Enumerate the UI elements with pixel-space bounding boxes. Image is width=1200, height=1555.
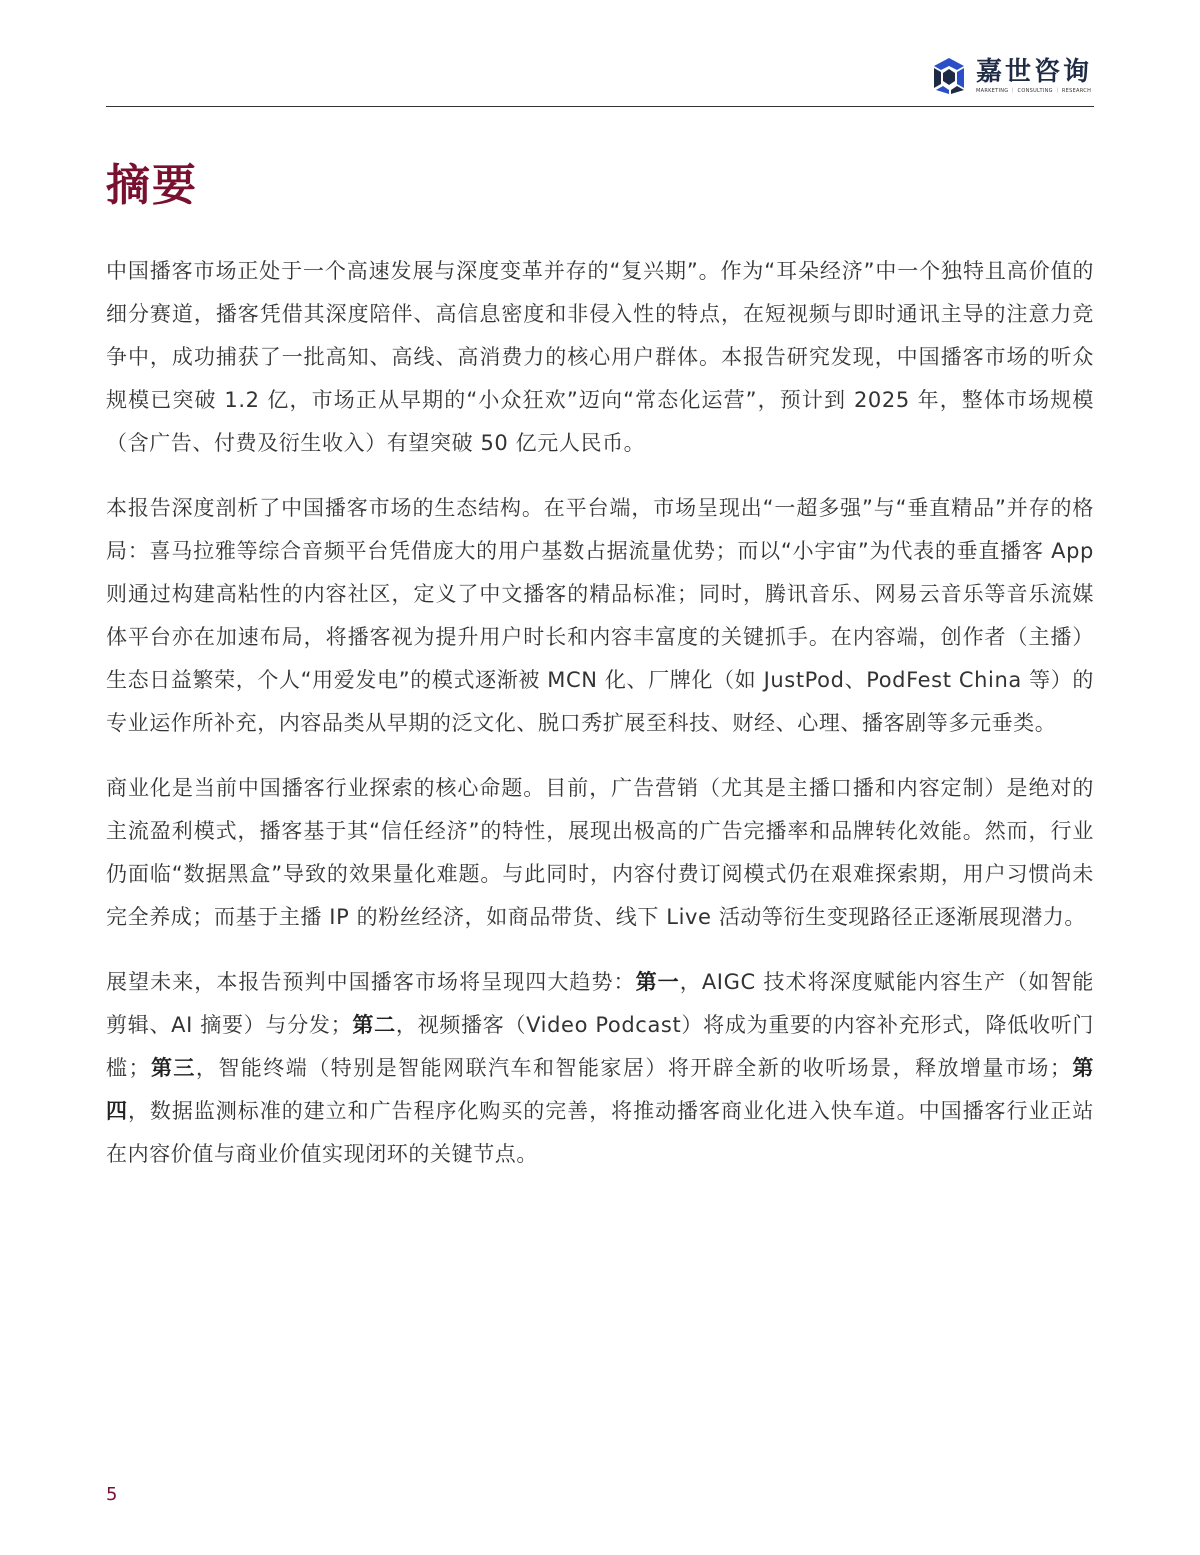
trend-4-label: 第四: [106, 1056, 1094, 1123]
paragraph-market-overview: 中国播客市场正处于一个高速发展与深度变革并存的“复兴期”。作为“耳朵经济”中一个独特且高价值的细分赛道，播客凭借其深度陪伴、高信息密度和非侵入性的特点，在短视频与即时通讯主导的注意力竞争中，成功捕获了一批高知、高线、高消费力的核心用户群体。本报告研究发现，中国播客市场的听众规模已突破 1.2 亿，市场正从早期的“小众狂欢”迈向“常态化运营”，预计到 2025 年，整体市场规模（含广告、付费及衍生收入）有望突破 50 亿元人民币。: [106, 259, 1094, 455]
page-header: [106, 48, 1094, 107]
trend-3-text: ，智能终端（特别是智能网联汽车和智能家居）将开辟全新的收听场景，释放增量市场；: [195, 1056, 1072, 1080]
trend-1-text: ，AIGC 技术将深度赋能内容生产（如智能剪辑、AI 摘要）与分发；: [106, 970, 1094, 1037]
trend-1-label: 第一: [635, 970, 680, 994]
company-logo-icon: [930, 56, 968, 96]
trend-3-label: 第三: [150, 1056, 196, 1080]
logo-tagline: MARKETING ｜ CONSULTING ｜ RESEARCH: [975, 88, 1092, 94]
company-logo: [930, 54, 1092, 98]
paragraph-trends: [106, 961, 1094, 1176]
logo-name: 嘉世咨询: [975, 57, 1092, 87]
page-title: 摘要: [106, 160, 198, 211]
summary-content: [106, 250, 1094, 1198]
trends-intro: 展望未来，本报告预判中国播客市场将呈现四大趋势：: [106, 970, 636, 994]
paragraph-ecosystem: 本报告深度剖析了中国播客市场的生态结构。在平台端，市场呈现出“一超多强”与“垂直精品”并存的格局：喜马拉雅等综合音频平台凭借庞大的用户基数占据流量优势；而以“小宇宙”为代表的垂直播客 App 则通过构建高粘性的内容社区，定义了中文播客的精品标准；同时，腾讯音乐、网易云音乐等音乐流媒体平台亦在加速布局，将播客视为提升用户时长和内容丰富度的关键抓手。在内容端，创作者（主播）生态日益繁荣，个人“用爱发电”的模式逐渐被 MCN 化、厂牌化（如 JustPod、PodFest China 等）的专业运作所补充，内容品类从早期的泛文化、脱口秀扩展至科技、财经、心理、播客剧等多元垂类。: [106, 496, 1094, 735]
trend-2-label: 第二: [352, 1013, 396, 1037]
trend-4-text: ，数据监测标准的建立和广告程序化购买的完善，将推动播客商业化进入快车道。中国播客行业正站在内容价值与商业价值实现闭环的关键节点。: [106, 1099, 1094, 1166]
trend-2-text: ，视频播客（Video Podcast）将成为重要的内容补充形式，降低收听门槛；: [106, 1013, 1095, 1080]
paragraph-commercialization: 商业化是当前中国播客行业探索的核心命题。目前，广告营销（尤其是主播口播和内容定制）是绝对的主流盈利模式，播客基于其“信任经济”的特性，展现出极高的广告完播率和品牌转化效能。然而，行业仍面临“数据黑盒”导致的效果量化难题。与此同时，内容付费订阅模式仍在艰难探索期，用户习惯尚未完全养成；而基于主播 IP 的粉丝经济，如商品带货、线下 Live 活动等衍生变现路径正逐渐展现潜力。: [106, 776, 1094, 929]
page-number: 5: [106, 1484, 118, 1505]
